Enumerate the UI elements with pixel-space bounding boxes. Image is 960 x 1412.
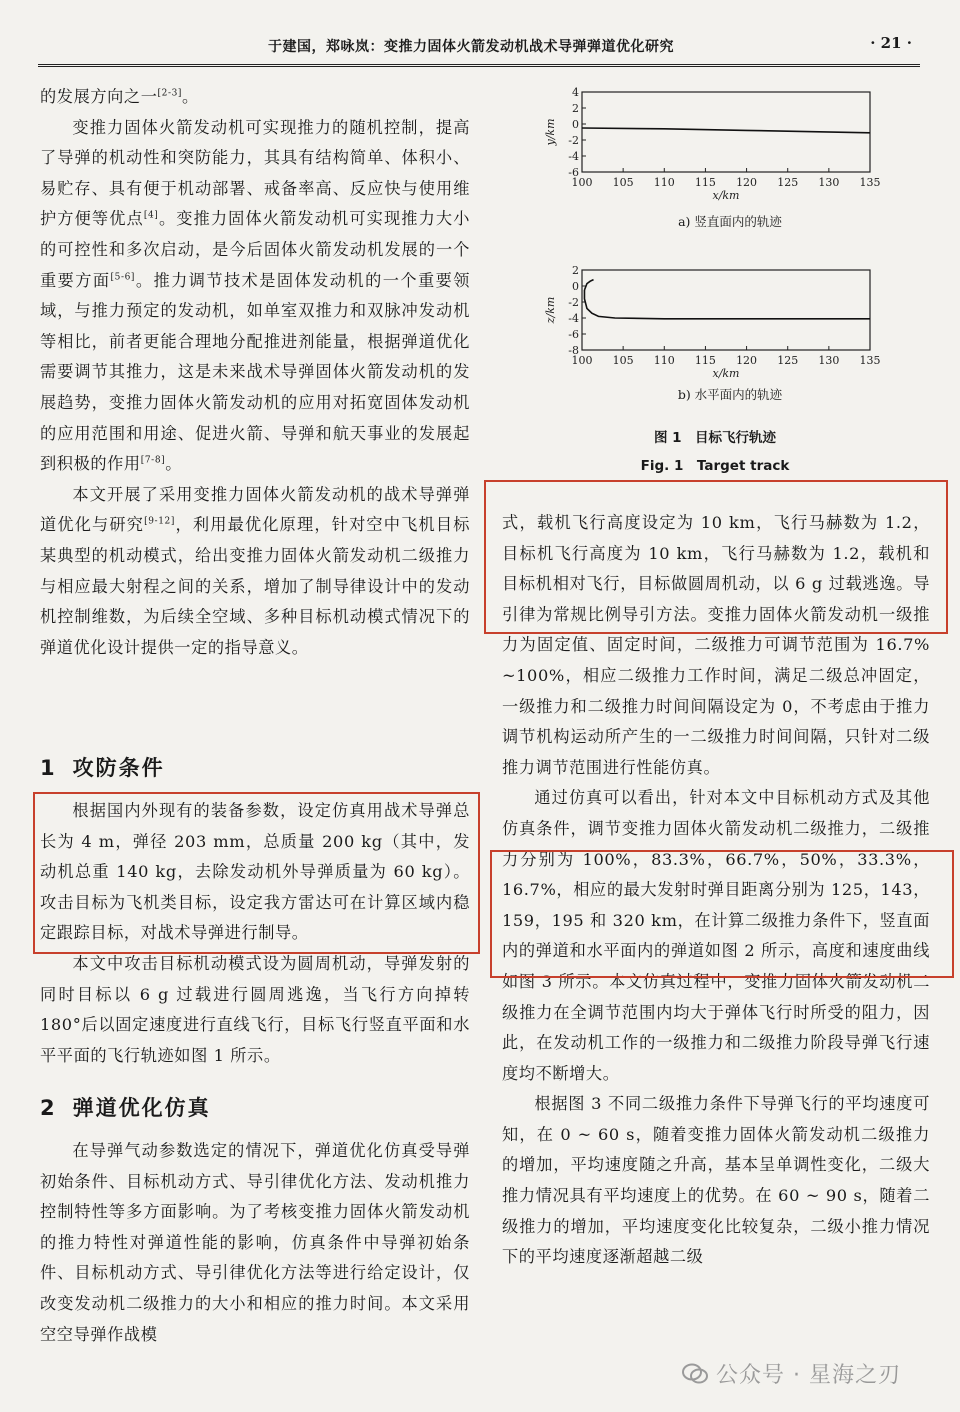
chart-vertical-track: [540, 84, 890, 204]
y-tick-label: 0: [572, 118, 579, 131]
x-tick-label: 100: [571, 354, 593, 367]
x-tick-label: 130: [818, 176, 840, 189]
y-tick-label: 0: [572, 280, 579, 293]
paragraph-sim-conditions: 式，载机飞行高度设定为 10 km，飞行马赫数为 1.2，目标机飞行高度为 10 km，飞行马赫数为 1.2，载机和目标机相对飞行，目标做圆周机动，以 6 g 过载逃逸。导引律为常规比例导引方法。变推力固体火箭发动机一级推力为固定值、固定时间，二级推力可调节范围为 16.7% ~100%，相应二级推力工作时间，满足二级总冲固定，一级推力和二级推力时间间隔设定为 0，不考虑由于推力调节机构运动所产生的一二级推力时间间隔，只针对二级推力调节范围进行性能仿真。: [502, 513, 930, 777]
x-axis-label: x/km: [712, 367, 740, 380]
x-tick-label: 105: [612, 176, 634, 189]
watermark: 公众号 · 星海之刃: [682, 1358, 901, 1389]
subcaption-b: b) 水平面内的轨迹: [677, 387, 783, 402]
highlight-box-results: [490, 850, 954, 978]
y-tick-label: 4: [572, 86, 579, 99]
paragraph-continuation: 的发展方向之一[2-3]。: [40, 87, 199, 106]
x-tick-label: 115: [694, 176, 716, 189]
paragraph-target-maneuver: 本文中攻击目标机动模式设为圆周机动，导弹发射的同时目标以 6 g 过载进行圆周逃逸，当飞行方向掉转 180°后以固定速度进行直线飞行，目标飞行竖直平面和水平平面的飞行轨迹如图 1 所示。: [40, 953, 470, 1065]
paragraph-intro-1: 变推力固体火箭发动机可实现推力的随机控制，提高了导弹的机动性和突防能力，其具有结构简单、体积小、易贮存、具有便于机动部署、戒备率高、反应快与使用维护方便等优点[4]。变推力固体火箭发动机可实现推力大小的可控性和多次启动，是今后固体火箭发动机发展的一个重要方面[5-6]。推力调节技术是固体发动机的一个重要领域，与推力预定的发动机，如单室双推力和双脉冲发动机等相比，前者更能合理地分配推进剂能量，根据弹道优化需要调节其推力，这是未来战术导弹固体火箭发动机的发展趋势，变推力固体火箭发动机的应用对拓宽固体发动机的应用范围和用途、促进火箭、导弹和航天事业的发展起到积极的作用[7-8]。: [40, 117, 471, 474]
paragraph-sim-setup: 在导弹气动参数选定的情况下，弹道优化仿真受导弹初始条件、目标机动方式、导引律优化方法、发动机推力控制特性等多方面影响。为了考核变推力固体火箭发动机的推力特性对弹道性能的影响，仿真条件中导弹初始条件、目标机动方式、导引律优化方法等进行给定设计，仅改变发动机二级推力的大小和相应的推力时间。本文采用空空导弹作战模: [40, 1141, 470, 1344]
left-column: [40, 82, 470, 663]
section-2-body: [40, 1136, 470, 1350]
trajectory-line: [584, 290, 870, 319]
subcaption-a: a) 竖直面内的轨迹: [678, 214, 782, 229]
figure-title-cn: 图 1 目标飞行轨迹: [653, 430, 777, 446]
x-axis-label: x/km: [712, 189, 740, 202]
x-tick-label: 105: [612, 354, 634, 367]
paragraph-sim-results: 通过仿真可以看出，针对本文中目标机动方式及其他仿真条件，调节变推力固体火箭发动机二级推力，二级推力分别为 100%，83.3%，66.7%，50%，33.3%，16.7%，相应的最大发射时弹目距离分别为 125，143，159，195 和 320 km，在计算二级推力条件下，竖直面内的弹道和水平面内的弹道如图 2 所示，高度和速度曲线如图 3 所示。本文仿真过程中，变推力固体火箭发动机二级推力在全调节范围内均大于弹体飞行时所受的阻力，因此，在发动机工作的一级推力和二级推力阶段导弹飞行速度均不断增大。: [502, 788, 930, 1083]
y-tick-label: 2: [572, 264, 579, 277]
x-tick-label: 115: [694, 354, 716, 367]
y-tick-label: -6: [568, 328, 579, 341]
chart-horizontal-track: [540, 262, 890, 382]
y-axis-label: y/km: [544, 118, 557, 146]
x-tick-label: 110: [653, 176, 675, 189]
y-tick-label: -2: [568, 134, 579, 147]
wechat-icon: [682, 1363, 708, 1385]
trajectory-line: [582, 128, 870, 133]
paragraph-speed-analysis: 根据图 3 不同二级推力条件下导弹飞行的平均速度可知，在 0 ~ 60 s，随着变推力固体火箭发动机二级推力的增加，平均速度随之升高，基本呈单调性变化，二级大推力情况具有平均速度上的优势。在 60 ~ 90 s，随着二级推力的增加，平均速度变化比较复杂，二级小推力情况下的平均速度逐渐超越二级: [502, 1094, 930, 1267]
x-tick-label: 100: [571, 176, 593, 189]
x-tick-label: 130: [818, 354, 840, 367]
paragraph-intro-2: 本文开展了采用变推力固体火箭发动机的战术导弹弹道优化与研究[9-12]，利用最优化原理，针对空中飞机目标某典型的机动模式，给出变推力固体火箭发动机二级推力与相应最大射程之间的关系，增加了制导律设计中的发动机控制维数，为后续全空域、多种目标机动模式情况下的弹道优化设计提供一定的指导意义。: [40, 484, 470, 657]
figure-title-en: Fig. 1 Target track: [640, 458, 790, 474]
y-axis-label: z/km: [544, 296, 557, 324]
y-tick-label: -6: [568, 166, 579, 179]
page-number: · 21 ·: [870, 34, 912, 52]
section-heading-2: 2 弹道优化仿真: [40, 1096, 211, 1120]
x-tick-label: 135: [859, 176, 881, 189]
x-tick-label: 120: [736, 354, 758, 367]
x-tick-label: 110: [653, 354, 675, 367]
x-tick-label: 135: [859, 354, 881, 367]
y-tick-label: -2: [568, 296, 579, 309]
x-tick-label: 120: [736, 176, 758, 189]
y-tick-label: 2: [572, 102, 579, 115]
y-tick-label: -4: [568, 312, 579, 325]
y-tick-label: -8: [568, 344, 579, 357]
running-header: [38, 30, 920, 67]
trajectory-line: [584, 280, 593, 290]
paragraph-params: 根据国内外现有的装备参数，设定仿真用战术导弹总长为 4 m，弹径 203 mm，总质量 200 kg（其中，发动机总重 140 kg，去除发动机外导弹质量为 60 kg）。攻击目标为飞机类目标，设定我方雷达可在计算区域内稳定跟踪目标，对战术导弹进行制导。: [40, 801, 470, 943]
x-tick-label: 125: [777, 354, 799, 367]
highlight-box-conditions: [484, 480, 948, 634]
section-heading-1: 1 攻防条件: [40, 756, 165, 780]
highlight-box-params: [33, 792, 480, 954]
x-tick-label: 125: [777, 176, 799, 189]
y-tick-label: -4: [568, 150, 579, 163]
plot-frame: [582, 270, 870, 350]
running-title: 于建国，郑咏岚：变推力固体火箭发动机战术导弹弹道优化研究: [268, 39, 674, 55]
